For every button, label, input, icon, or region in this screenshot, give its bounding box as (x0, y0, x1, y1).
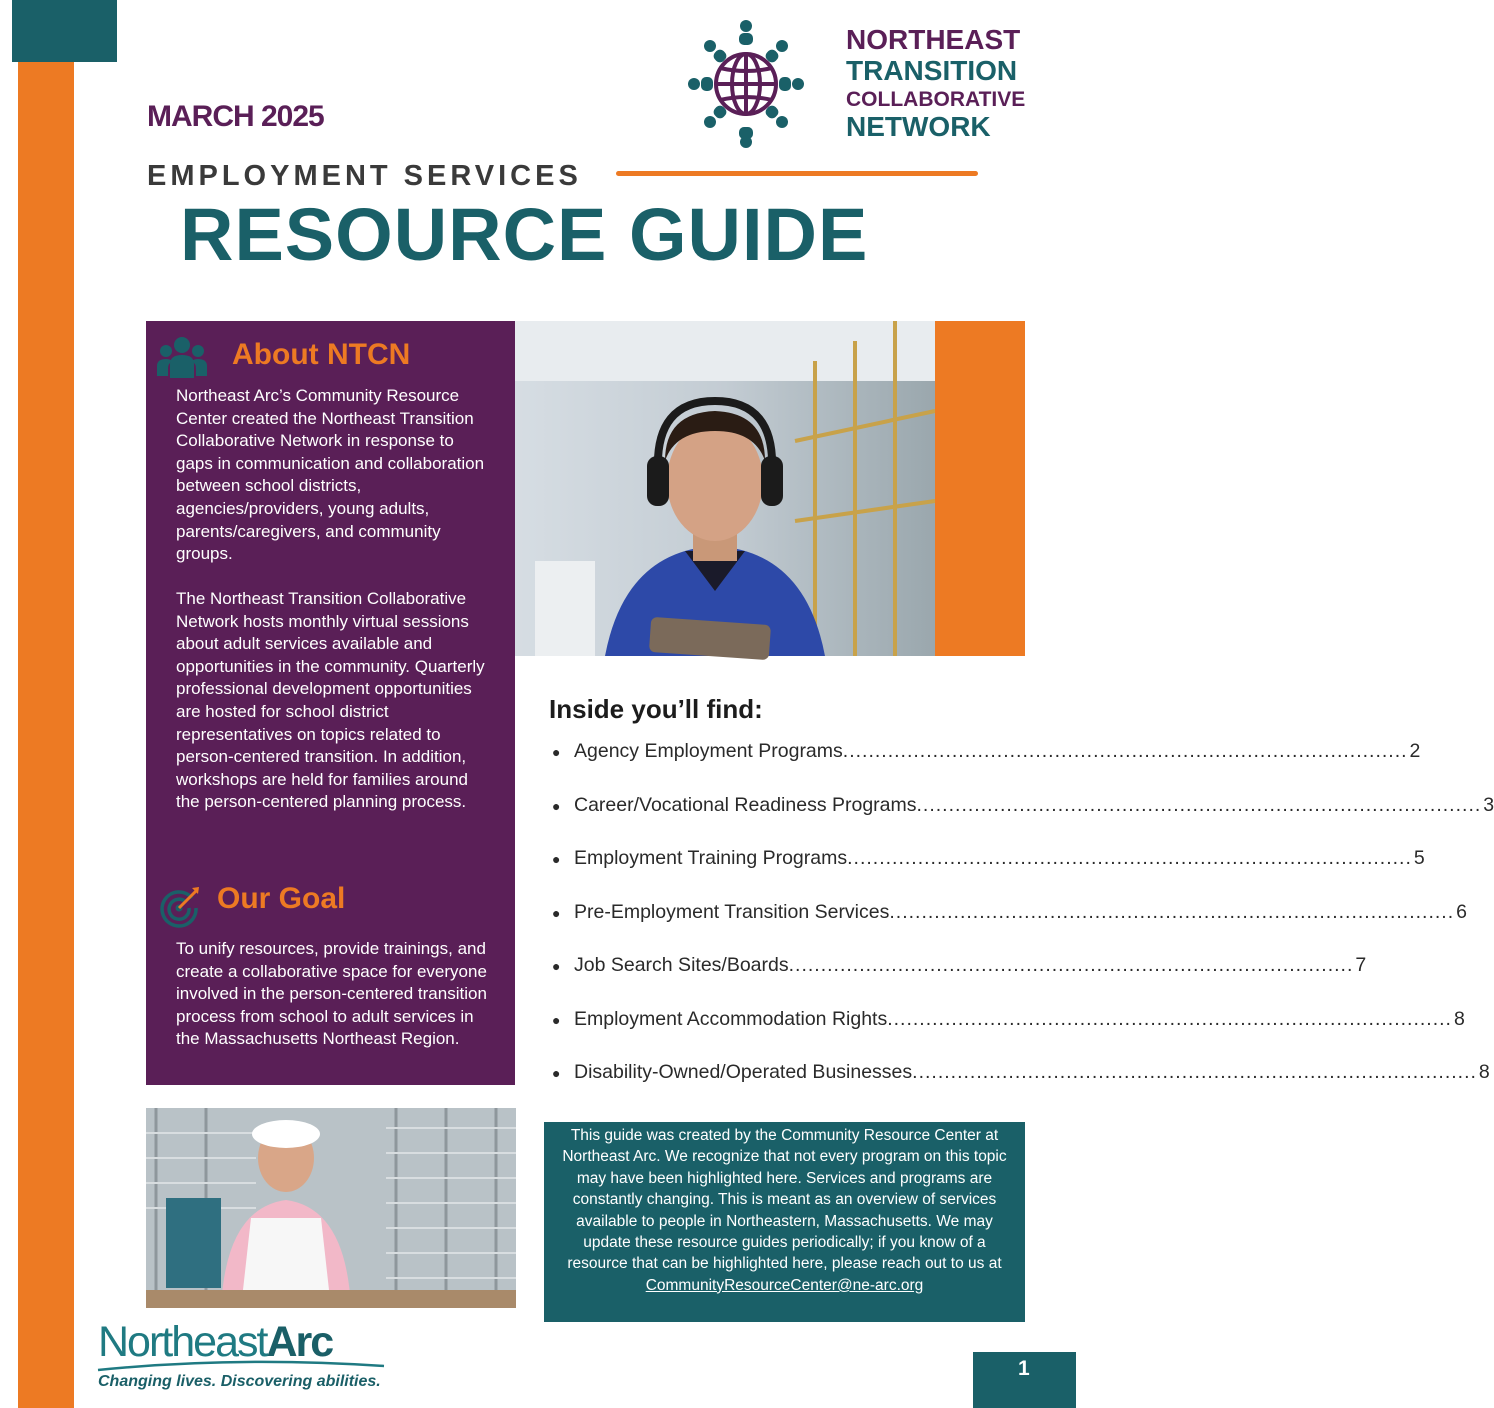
bullet-icon: ● (552, 904, 561, 921)
bullet-icon: ● (552, 1065, 561, 1081)
toc-leader-dots: ........................................................................................ (889, 900, 1455, 923)
org-name-bold: Arc (266, 1318, 333, 1366)
table-of-contents (552, 740, 1494, 1115)
disclaimer-text: This guide was created by the Community Resource Center at Northeast Arc. We recognize that not every program on this topic may have been highlighted here. Services and programs are constantly changing. This is meant as an overview of services available to people in Northeastern, Massachusetts. We may update these resource guides periodically; if you know of a resource that can be highlighted here, please reach out to us at (562, 1127, 1007, 1273)
swoosh-icon (96, 1358, 386, 1374)
toc-heading: Inside you’ll find: (549, 694, 763, 724)
page-title: RESOURCE GUIDE (180, 193, 869, 276)
toc-item-label: Career/Vocational Readiness Programs (574, 793, 917, 816)
toc-item-label: Employment Training Programs (574, 847, 848, 869)
toc-leader-dots: ........................................................................................ (847, 847, 1412, 869)
about-paragraph-1: Northeast Arc’s Community Resource Center created the Northeast Transition Collaborative Network in response to gaps in communication and collaboration between school districts, agencies/providers, young adults, parents/caregivers, and community groups. (176, 386, 485, 564)
issue-date: MARCH 2025 (147, 100, 324, 133)
toc-item-page: 6 (1456, 900, 1467, 923)
bullet-icon: ● (552, 1011, 561, 1028)
disclaimer-box (544, 1122, 1025, 1322)
toc-leader-dots: ........................................................................................ (916, 793, 1482, 816)
toc-item-label: Disability-Owned/Operated Businesses (574, 1061, 913, 1083)
bullet-icon: ● (552, 744, 561, 760)
toc-item[interactable] (552, 740, 1421, 794)
toc-item-label: Pre-Employment Transition Services (574, 900, 890, 923)
target-icon (158, 884, 204, 926)
toc-item[interactable] (552, 847, 1425, 901)
toc-item-page: 2 (1409, 740, 1421, 762)
goal-paragraph: To unify resources, provide trainings, and create a collaborative space for everyone involved in the person-centered transition process from school to adult services in the Massachusetts Northeast Region. (176, 939, 487, 1049)
corner-accent-block (12, 0, 117, 62)
toc-item[interactable] (552, 954, 1367, 1008)
org-tagline: Changing lives. Discovering abilities. (98, 1373, 381, 1390)
toc-item-label: Employment Accommodation Rights (574, 1007, 888, 1030)
toc-item[interactable] (552, 1007, 1465, 1062)
about-heading: About NTCN (232, 338, 411, 371)
guide-subtitle: EMPLOYMENT SERVICES (147, 160, 582, 192)
toc-leader-dots: ........................................................................................ (912, 1061, 1477, 1083)
baker-photo (146, 1108, 516, 1308)
toc-item-page: 5 (1413, 847, 1425, 869)
globe-people-circle-icon (686, 18, 806, 154)
bullet-icon: ● (552, 958, 561, 974)
bullet-icon: ● (552, 851, 561, 867)
toc-leader-dots: ........................................................................................ (887, 1007, 1452, 1030)
toc-item-page: 8 (1453, 1007, 1465, 1030)
worker-photo (515, 321, 935, 656)
goal-heading: Our Goal (217, 882, 346, 915)
toc-item[interactable] (552, 1061, 1490, 1115)
toc-item-label: Agency Employment Programs (574, 740, 843, 762)
page-number: 1 (1018, 1357, 1030, 1380)
toc-leader-dots: ........................................................................................ (788, 954, 1354, 976)
contact-email-link[interactable]: CommunityResourceCenter@ne-arc.org (645, 1276, 924, 1294)
logo-line-collaborative: COLLABORATIVE (846, 88, 1026, 111)
logo-line-northeast: NORTHEAST (846, 24, 1021, 55)
people-group-icon (156, 336, 208, 380)
about-paragraph-2: The Northeast Transition Collaborative Network hosts monthly virtual sessions about adult services available and opportunities in the community. Quarterly professional development opportunities are hosted for school district representatives on topics related to person-centered transition. In addition, workshops are held for families around the person-centered planning process. (176, 589, 485, 812)
photo-accent-block (935, 321, 1025, 656)
toc-item[interactable] (552, 793, 1494, 848)
toc-leader-dots: ........................................................................................ (842, 740, 1408, 762)
toc-item-page: 7 (1355, 954, 1367, 976)
subtitle-rule (616, 171, 978, 176)
side-accent-bar (18, 62, 74, 1408)
toc-item-page: 8 (1478, 1061, 1490, 1083)
bullet-icon: ● (552, 797, 561, 814)
toc-item[interactable] (552, 900, 1467, 955)
toc-item-page: 3 (1483, 793, 1494, 816)
network-logo-wordmark (846, 26, 1025, 141)
toc-item-label: Job Search Sites/Boards (574, 954, 789, 976)
logo-line-network: NETWORK (846, 111, 991, 142)
org-name-light: Northeast (98, 1318, 267, 1366)
logo-line-transition: TRANSITION (846, 55, 1018, 86)
